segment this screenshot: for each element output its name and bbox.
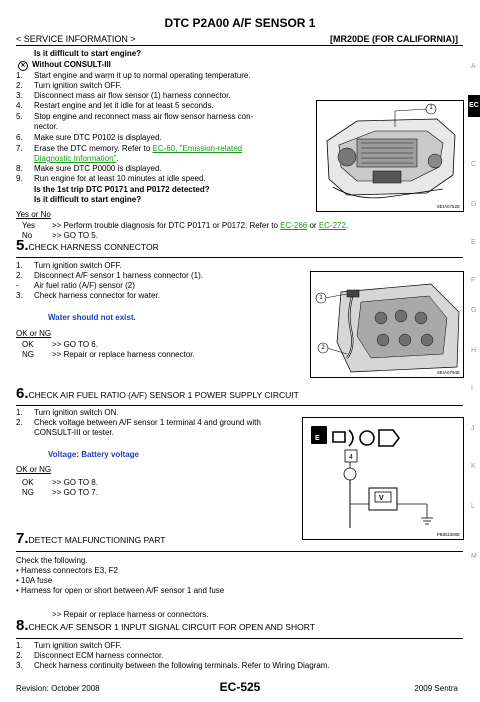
page-title: DTC P2A00 A/F SENSOR 1 (164, 16, 316, 30)
section-divider (16, 405, 463, 406)
svg-text:E: E (315, 435, 320, 442)
revision-date: Revision: October 2008 (16, 684, 100, 693)
voltmeter-label: V (379, 495, 384, 502)
step-heading: 6.CHECK AIR FUEL RATIO (A/F) SENSOR 1 POWER SUPPLY CIRCUIT (16, 385, 299, 402)
result-ok: OK >> GO TO 6. (22, 340, 98, 349)
list-item: 9. Run engine for at least 10 minutes at idle speed. (16, 174, 206, 183)
result-ng: NG >> Repair or replace harness connector. (22, 350, 195, 359)
list-item: 6. Make sure DTC P0102 is displayed. (16, 133, 162, 142)
list-item: 3. Disconnect mass air flow sensor (1) harness connector. (16, 91, 231, 100)
engine-bay-illustration (317, 101, 463, 211)
voltage-check-diagram (303, 418, 463, 539)
link-ec-60-cont[interactable]: Diagnostic Information" (34, 154, 117, 163)
list-item: • Harness connectors E3, F2 (16, 566, 118, 575)
side-index-letter[interactable]: C (471, 161, 477, 168)
question-difficult-start: Is it difficult to start engine? (34, 49, 142, 58)
list-item: 1. Turn ignition switch ON. (16, 408, 119, 417)
list-item: CONSULT-III or tester. (34, 428, 114, 437)
check-intro: Check the following. (16, 556, 88, 565)
side-index-letter[interactable]: D (471, 201, 477, 208)
result-ng: NG >> GO TO 7. (22, 488, 98, 497)
af-sensor-illustration (311, 272, 463, 377)
side-index-letter[interactable]: A (471, 63, 476, 70)
ok-or-ng-label: OK or NG (16, 329, 52, 338)
side-index-letter[interactable]: I (471, 385, 473, 392)
list-item: 1. Turn ignition switch OFF. (16, 261, 122, 270)
figure-id: SEIA0794E (436, 370, 460, 375)
list-item: 8. Make sure DTC P0000 is displayed. (16, 164, 162, 173)
list-item: • Harness for open or short between A/F sensor 1 and fuse (16, 586, 225, 595)
figure-voltage-check (302, 417, 464, 540)
ok-or-ng-label: OK or NG (16, 465, 52, 474)
list-item: 5. Stop engine and reconnect mass air flow sensor harness con- (16, 112, 254, 121)
side-index-letter[interactable]: E (471, 239, 476, 246)
link-ec-60[interactable]: EC-60, "Emission-related (152, 144, 243, 153)
list-item: 1. Start engine and warm it up to normal operating temperature. (16, 71, 251, 80)
section-tab-ec[interactable]: EC (468, 95, 480, 117)
step-heading: 5.CHECK HARNESS CONNECTOR (16, 237, 159, 254)
step-heading: 7.DETECT MALFUNCTIONING PART (16, 530, 166, 547)
result-ok: OK >> GO TO 8. (22, 478, 98, 487)
breadcrumb-service-information[interactable]: < SERVICE INFORMATION > (16, 34, 136, 44)
side-index-letter[interactable]: L (471, 503, 475, 510)
list-item: 7. Erase the DTC memory. Refer to EC-60, "Emission-related (16, 144, 243, 153)
figure-id: SEIA0752E (436, 204, 460, 209)
list-item: nector. (34, 122, 59, 131)
link-ec-272[interactable]: EC-272 (318, 221, 346, 230)
side-index-letter[interactable]: H (471, 347, 477, 354)
list-item: 3. Check harness continuity between the following terminals. Refer to Wiring Diagram. (16, 661, 330, 670)
side-index-letter[interactable]: M (471, 553, 477, 560)
question-difficult-start-2: Is it difficult to start engine? (34, 195, 142, 204)
figure-callout-2: 2 (321, 345, 325, 351)
side-index-letter[interactable]: J (471, 425, 475, 432)
list-item: 2. Disconnect A/F sensor 1 harness connector (1). (16, 271, 203, 280)
list-item: 2. Turn ignition switch OFF. (16, 81, 122, 90)
step-heading: 8.CHECK A/F SENSOR 1 INPUT SIGNAL CIRCUIT FOR OPEN AND SHORT (16, 617, 315, 634)
figure-callout-1: 1 (319, 295, 323, 301)
consult-icon: ✕ (18, 61, 28, 71)
side-index-letter[interactable]: F (471, 277, 476, 284)
terminal-4-label: 4 (349, 454, 353, 461)
list-item: 2. Check voltage between A/F sensor 1 terminal 4 and ground with (16, 418, 261, 427)
question-dtc-detected: Is the 1st trip DTC P0171 and P0172 detected? (34, 185, 210, 194)
figure-mass-air-flow-sensor (316, 100, 464, 212)
figure-callout: 1 (429, 105, 433, 111)
section-divider (16, 257, 463, 258)
yes-or-no-label: Yes or No (16, 210, 51, 219)
list-item: 2. Disconnect ECM harness connector. (16, 651, 164, 660)
result-yes: Yes >> Perform trouble diagnosis for DTC P0171 or P0172. Refer to EC-266 or EC-272. (22, 221, 349, 230)
list-item: - Air fuel ratio (A/F) sensor (2) (16, 281, 135, 290)
side-index-letter[interactable]: K (471, 463, 476, 470)
list-item: Diagnostic Information". (34, 154, 119, 163)
figure-af-sensor-connector (310, 271, 464, 378)
action-repair: >> Repair or replace harness or connectors. (52, 610, 209, 619)
side-index-letter[interactable]: G (471, 307, 477, 314)
page-number: EC-525 (219, 680, 261, 694)
list-item: • 10A fuse (16, 576, 53, 585)
figure-id: PBIB3308E (436, 532, 460, 537)
list-item: 3. Check harness connector for water. (16, 291, 160, 300)
spec-voltage: Voltage: Battery voltage (48, 450, 139, 459)
list-item: 1. Turn ignition switch OFF. (16, 641, 122, 650)
section-divider (16, 638, 463, 639)
section-divider (16, 551, 463, 552)
spec-water: Water should not exist. (48, 313, 136, 322)
vehicle-model: 2009 Sentra (414, 684, 458, 693)
engine-model-label: [MR20DE (FOR CALIFORNIA)] (330, 34, 458, 44)
consult-subhead: ✕ Without CONSULT-III (18, 60, 111, 71)
list-item: 4. Restart engine and let it idle for at least 5 seconds. (16, 101, 214, 110)
header-divider (16, 45, 463, 46)
link-ec-266[interactable]: EC-266 (280, 221, 308, 230)
result-no: No >> GO TO 5. (22, 231, 98, 240)
